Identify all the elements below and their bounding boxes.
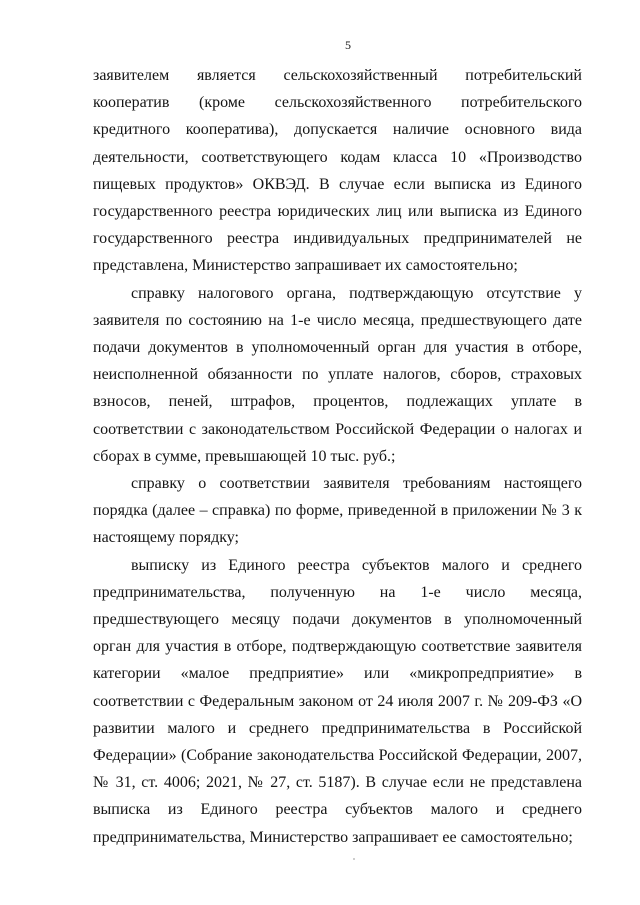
document-body [93,62,582,851]
page-number: 5 [345,38,351,52]
scan-speck [353,858,355,860]
paragraph-continuation: заявителем является сельскохозяйственный потребительский кооператив (кроме сельскохозяйственного потребительского кредитного кооператива), допускается наличие основного вида деятельности, соответствующего кодам класса 10 «Производство пищевых продуктов» ОКВЭД. В случае если выписка из Единого государственного реестра юридических лиц или выписка из Единого государственного реестра индивидуальных предпринимателей не представлена, Министерство запрашивает их самостоятельно; [93,67,582,275]
paragraph-tax-certificate: справку налогового органа, подтверждающую отсутствие у заявителя по состоянию на 1-е число месяца, предшествующего дате подачи документов в уполномоченный орган для участия в отборе, неисполненной обязанности по уплате налогов, сборов, страховых взносов, пеней, штрафов, процентов, подлежащих уплате в соответствии с законодательством Российской Федерации о налогах и сборах в сумме, превышающей 10 тыс. руб.; [93,284,582,465]
paragraph-compliance-certificate: справку о соответствии заявителя требованиям настоящего порядка (далее – справка) по форме, приведенной в приложении № 3 к настоящему порядку; [93,475,582,547]
paragraph-sme-registry-extract: выписку из Единого реестра субъектов малого и среднего предпринимательства, полученную на 1-е число месяца, предшествующего месяцу подачи документов в уполномоченный орган для участия в отборе, подтверждающую соответствие заявителя категории «малое предприятие» или «микропредприятие» в соответствии с Федеральным законом от 24 июля 2007 г. № 209-ФЗ «О развитии малого и среднего предпринимательства в Российской Федерации» (Собрание законодательства Российской Федерации, 2007, № 31, ст. 4006; 2021, № 27, ст. 5187). В случае если не представлена выписка из Единого реестра субъектов малого и среднего предпринимательства, Министерство запрашивает ее самостоятельно; [93,556,582,846]
